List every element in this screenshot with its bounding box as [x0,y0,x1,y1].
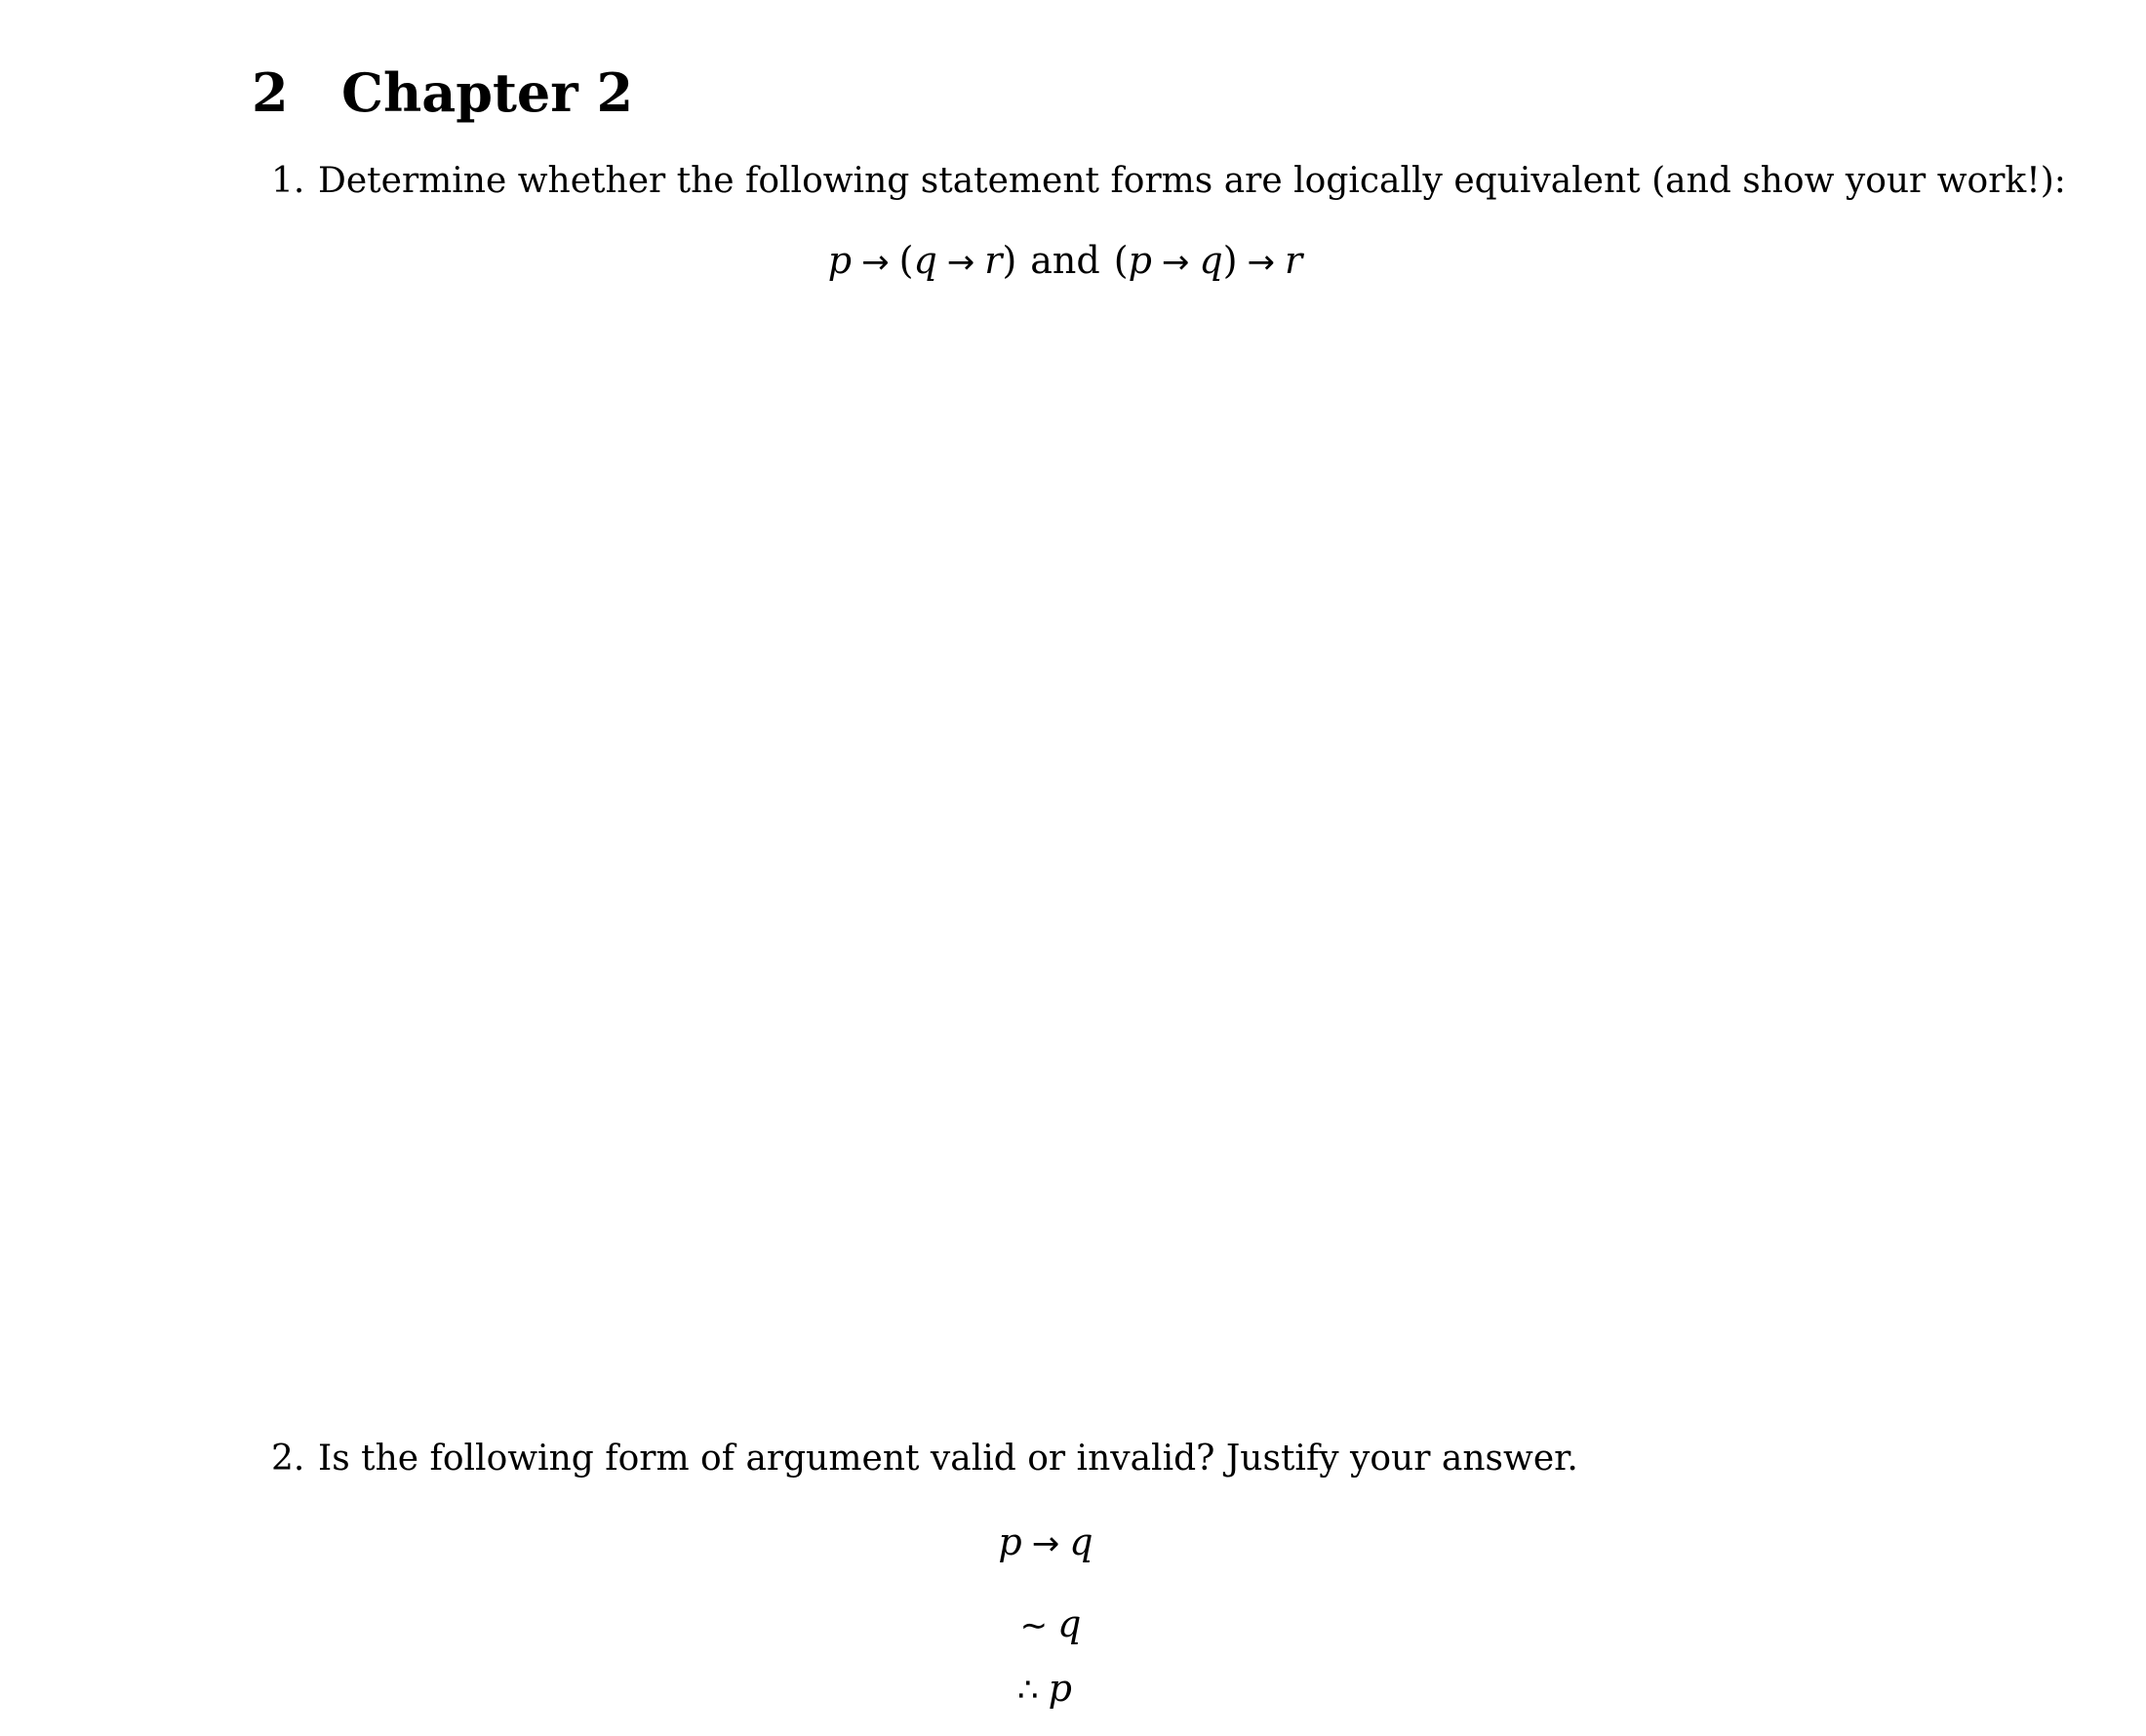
premise-2-q: q [1057,1602,1082,1645]
eq-left-p: p [827,239,853,282]
premise-1-arrow: → [1031,1524,1060,1563]
eq-right-arrow-1: → [1161,243,1190,282]
premise-1-p: p [998,1520,1022,1563]
argument-premise-1 [0,1520,2119,1563]
problem-1 [271,161,2066,201]
eq-right-open-paren: ( [1113,239,1129,282]
eq-left-arrow-2: → [946,243,975,282]
answer-workspace [271,312,1890,1404]
eq-right-q: q [1199,239,1223,282]
section-heading [252,61,634,124]
conclusion-p: p [1048,1667,1072,1710]
problem-2-text: Is the following form of argument valid or invalid? Justify your answer. [318,1439,1578,1479]
eq-left-close-paren: ) [1002,239,1017,282]
equivalence-equation [0,239,2138,282]
premise-1-q: q [1069,1520,1093,1563]
problem-1-number: 1. [271,161,305,201]
eq-left-arrow-1: → [861,243,890,282]
eq-right-arrow-2: → [1247,243,1276,282]
eq-connector: and [1030,239,1100,282]
eq-right-close-paren: ) [1222,239,1238,282]
argument-conclusion [0,1667,2113,1710]
eq-right-r: r [1285,239,1303,282]
premise-2-negation: ∼ [1019,1606,1049,1645]
problem-2 [271,1441,1578,1477]
eq-left-open-paren: ( [898,239,914,282]
section-number: 2 [252,61,289,124]
eq-left-q: q [913,239,937,282]
problem-2-number: 2. [271,1439,305,1479]
eq-right-p: p [1128,239,1152,282]
argument-premise-2 [0,1602,2119,1645]
conclusion-therefore: ∴ [1017,1671,1039,1710]
problem-1-text: Determine whether the following statement forms are logically equivalent (and show your work!): [318,161,2066,201]
section-title: Chapter 2 [341,61,634,124]
eq-left-r: r [984,239,1003,282]
